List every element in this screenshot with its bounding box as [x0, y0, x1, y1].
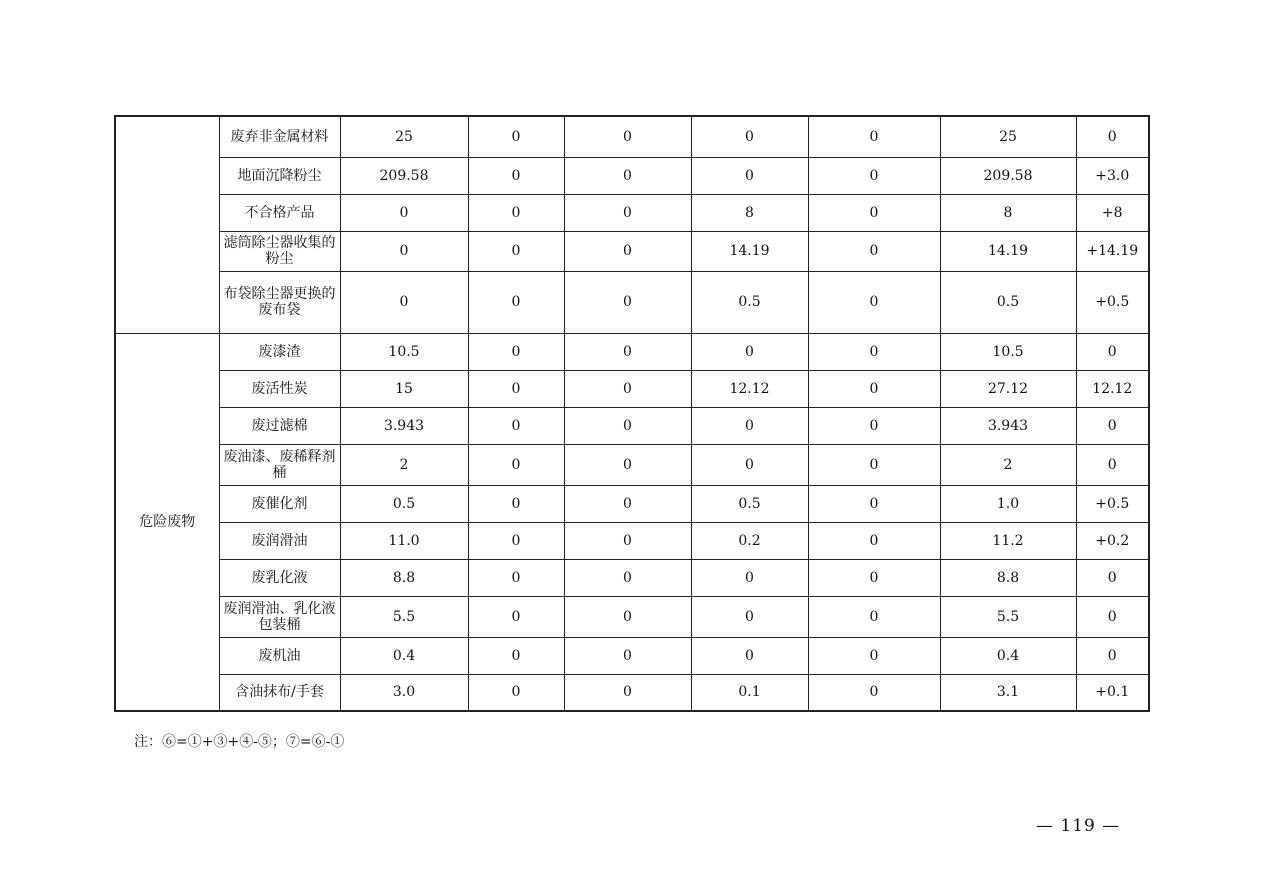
value-cell: 209.58 [940, 157, 1076, 194]
waste-name-cell: 地面沉降粉尘 [219, 157, 340, 194]
category-cell: 危险废物 [115, 333, 219, 711]
value-cell: 0 [468, 194, 564, 231]
table-row [115, 559, 1149, 596]
table-row [115, 674, 1149, 711]
value-cell: 0 [1076, 596, 1149, 637]
value-cell: 5.5 [940, 596, 1076, 637]
value-cell: 0 [468, 333, 564, 370]
value-cell: 0 [340, 194, 468, 231]
value-cell: +8 [1076, 194, 1149, 231]
value-cell: 0 [564, 157, 691, 194]
value-cell: 0.5 [691, 271, 808, 333]
value-cell: 0 [808, 559, 940, 596]
value-cell: 0 [808, 231, 940, 271]
waste-name-cell: 含油抹布/手套 [219, 674, 340, 711]
waste-name-cell: 废催化剂 [219, 485, 340, 522]
waste-name-cell: 废机油 [219, 637, 340, 674]
value-cell: 0 [808, 157, 940, 194]
value-cell: 0 [468, 231, 564, 271]
value-cell: 10.5 [340, 333, 468, 370]
value-cell: 0 [564, 116, 691, 157]
value-cell: 0 [468, 116, 564, 157]
table-row [115, 637, 1149, 674]
value-cell: 0 [808, 271, 940, 333]
value-cell: 27.12 [940, 370, 1076, 407]
value-cell: 0 [564, 370, 691, 407]
value-cell: 0 [691, 637, 808, 674]
value-cell: 0.2 [691, 522, 808, 559]
waste-name-cell: 废活性炭 [219, 370, 340, 407]
value-cell: 11.2 [940, 522, 1076, 559]
value-cell: +14.19 [1076, 231, 1149, 271]
value-cell: 0 [1076, 116, 1149, 157]
value-cell: 0 [1076, 333, 1149, 370]
value-cell: 0 [564, 674, 691, 711]
waste-name-cell: 废润滑油、乳化液包装桶 [219, 596, 340, 637]
table-note: 注：⑥=①+③+④-⑤；⑦=⑥-① [134, 734, 345, 750]
page-number: — 119 — [1036, 816, 1121, 836]
value-cell: 14.19 [940, 231, 1076, 271]
value-cell: 0 [468, 271, 564, 333]
value-cell: 0 [468, 637, 564, 674]
value-cell: 8.8 [340, 559, 468, 596]
value-cell: 0.4 [940, 637, 1076, 674]
table-row [115, 194, 1149, 231]
value-cell: 0.5 [940, 271, 1076, 333]
waste-name-cell: 废乳化液 [219, 559, 340, 596]
value-cell: 11.0 [340, 522, 468, 559]
table-row [115, 157, 1149, 194]
category-cell [115, 116, 219, 333]
value-cell: +0.5 [1076, 271, 1149, 333]
value-cell: 0 [808, 522, 940, 559]
value-cell: 0 [468, 157, 564, 194]
value-cell: 0 [564, 637, 691, 674]
value-cell: 3.943 [340, 407, 468, 444]
value-cell: 0 [808, 444, 940, 485]
value-cell: 0 [1076, 559, 1149, 596]
value-cell: 8.8 [940, 559, 1076, 596]
value-cell: 0 [808, 116, 940, 157]
table-row [115, 596, 1149, 637]
value-cell: +0.5 [1076, 485, 1149, 522]
value-cell: 2 [340, 444, 468, 485]
value-cell: 12.12 [1076, 370, 1149, 407]
waste-name-cell: 废过滤棉 [219, 407, 340, 444]
value-cell: 0 [691, 157, 808, 194]
value-cell: 12.12 [691, 370, 808, 407]
value-cell: 0 [1076, 407, 1149, 444]
table-row [115, 116, 1149, 157]
value-cell: 0 [468, 485, 564, 522]
waste-name-cell: 滤筒除尘器收集的粉尘 [219, 231, 340, 271]
value-cell: 3.0 [340, 674, 468, 711]
waste-name-cell: 废漆渣 [219, 333, 340, 370]
value-cell: 0 [691, 596, 808, 637]
value-cell: 15 [340, 370, 468, 407]
value-cell: 0 [808, 637, 940, 674]
value-cell: +0.1 [1076, 674, 1149, 711]
table-row [115, 333, 1149, 370]
value-cell: 0.5 [691, 485, 808, 522]
value-cell: 14.19 [691, 231, 808, 271]
value-cell: +3.0 [1076, 157, 1149, 194]
value-cell: 0 [808, 674, 940, 711]
value-cell: 0 [564, 194, 691, 231]
value-cell: 0 [564, 596, 691, 637]
value-cell: 0 [468, 444, 564, 485]
value-cell: 0 [564, 444, 691, 485]
value-cell: 0 [468, 407, 564, 444]
value-cell: 0 [564, 559, 691, 596]
table-row [115, 407, 1149, 444]
value-cell: 25 [940, 116, 1076, 157]
value-cell: 1.0 [940, 485, 1076, 522]
value-cell: 0 [564, 271, 691, 333]
waste-name-cell: 废弃非金属材料 [219, 116, 340, 157]
value-cell: 0 [691, 559, 808, 596]
value-cell: 10.5 [940, 333, 1076, 370]
value-cell: 0 [468, 522, 564, 559]
value-cell: 25 [340, 116, 468, 157]
table-row [115, 370, 1149, 407]
table-row [115, 231, 1149, 271]
table-row [115, 522, 1149, 559]
value-cell: 0 [564, 231, 691, 271]
value-cell: 2 [940, 444, 1076, 485]
value-cell: 0 [808, 370, 940, 407]
value-cell: 0 [691, 333, 808, 370]
value-cell: 0 [808, 194, 940, 231]
value-cell: 3.1 [940, 674, 1076, 711]
value-cell: 0 [1076, 637, 1149, 674]
value-cell: 0 [808, 407, 940, 444]
waste-name-cell: 废油漆、废稀释剂桶 [219, 444, 340, 485]
value-cell: 0.4 [340, 637, 468, 674]
waste-table [114, 115, 1150, 712]
table-row [115, 485, 1149, 522]
value-cell: 0 [340, 231, 468, 271]
value-cell: 0 [691, 407, 808, 444]
value-cell: 0 [808, 485, 940, 522]
value-cell: 0 [468, 596, 564, 637]
table-row [115, 444, 1149, 485]
waste-name-cell: 废润滑油 [219, 522, 340, 559]
value-cell: 0 [468, 559, 564, 596]
value-cell: +0.2 [1076, 522, 1149, 559]
waste-name-cell: 不合格产品 [219, 194, 340, 231]
value-cell: 0 [564, 333, 691, 370]
value-cell: 0 [564, 522, 691, 559]
value-cell: 8 [691, 194, 808, 231]
waste-name-cell: 布袋除尘器更换的废布袋 [219, 271, 340, 333]
value-cell: 0 [1076, 444, 1149, 485]
value-cell: 3.943 [940, 407, 1076, 444]
value-cell: 0 [808, 333, 940, 370]
value-cell: 0.5 [340, 485, 468, 522]
table-row [115, 271, 1149, 333]
value-cell: 5.5 [340, 596, 468, 637]
value-cell: 0 [691, 444, 808, 485]
value-cell: 0 [468, 674, 564, 711]
value-cell: 0 [564, 407, 691, 444]
value-cell: 0 [564, 485, 691, 522]
value-cell: 0 [468, 370, 564, 407]
value-cell: 0 [691, 116, 808, 157]
value-cell: 209.58 [340, 157, 468, 194]
value-cell: 0.1 [691, 674, 808, 711]
value-cell: 8 [940, 194, 1076, 231]
value-cell: 0 [808, 596, 940, 637]
value-cell: 0 [340, 271, 468, 333]
